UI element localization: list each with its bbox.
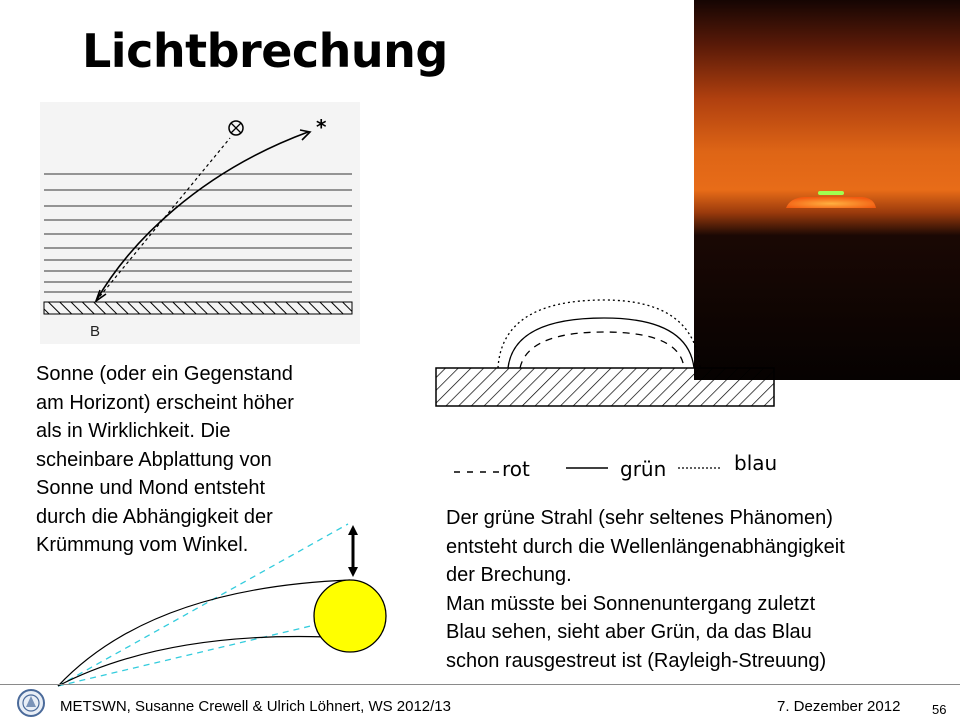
legend-blau: blau [734, 451, 778, 475]
horizon-explanation [36, 360, 356, 560]
text-line: Sonne und Mond entsteht [36, 477, 266, 499]
text-line: Man müsste bei Sonnenuntergang zuletzt [446, 592, 816, 615]
text-line: schon rausgestreut ist (Rayleigh-Streuung) [446, 649, 827, 672]
text-line: der Brechung. [446, 564, 572, 586]
footer [0, 684, 960, 720]
svg-text:*: * [316, 115, 327, 139]
observer-label: B [90, 323, 101, 340]
text-line: als in Wirklichkeit. Die [36, 420, 231, 442]
green-flash-explanation [446, 504, 946, 675]
legend-gruen: grün [620, 457, 667, 481]
footer-date: 7. Dezember 2012 [777, 698, 901, 715]
text-line: durch die Abhängigkeit der [36, 505, 273, 528]
text-line: Blau sehen, sieht aber Grün, da das Blau [446, 621, 812, 643]
color-legend [440, 446, 800, 490]
text-line: Sonne (oder ein Gegenstand [36, 363, 293, 385]
page-number: 56 [932, 702, 947, 717]
green-flash-schematic [432, 292, 780, 410]
text-line: scheinbare Abplattung von [36, 448, 272, 471]
legend-rot: rot [502, 457, 530, 481]
refraction-diagram [40, 102, 360, 344]
text-line: entsteht durch die Wellenlängenabhängigkeit [446, 535, 845, 558]
text-line: am Horizont) erscheint höher [36, 391, 294, 414]
footer-course: METSWN, Susanne Crewell & Ulrich Löhnert, WS 2012/13 [60, 698, 451, 715]
text-line: Krümmung vom Winkel. [36, 534, 249, 556]
page-title: Lichtbrechung [82, 24, 448, 78]
text-line: Der grüne Strahl (sehr seltenes Phänomen) [446, 507, 833, 529]
university-logo-icon [16, 688, 46, 718]
footer-divider [0, 684, 960, 685]
